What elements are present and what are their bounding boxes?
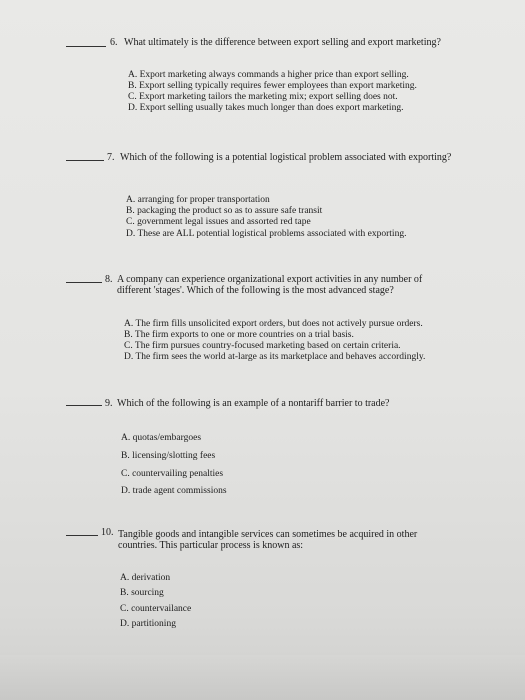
- question-9-number: 9.: [105, 398, 113, 409]
- question-9-option-d[interactable]: D. trade agent commissions: [121, 486, 227, 496]
- question-8-number: 8.: [105, 274, 113, 285]
- question-10-option-d[interactable]: D. partitioning: [120, 619, 176, 629]
- question-8-option-d[interactable]: D. The firm sees the world at-large as its marketplace and behaves accordingly.: [124, 352, 426, 362]
- question-7-option-d[interactable]: D. These are ALL potential logistical problems associated with exporting.: [126, 229, 407, 239]
- answer-blank-8[interactable]: [66, 282, 102, 283]
- page-bottom-edge: [0, 655, 525, 700]
- question-7-number: 7.: [107, 152, 115, 163]
- question-10-number: 10.: [101, 527, 114, 538]
- question-6-option-b[interactable]: B. Export selling typically requires fewer employees than export marketing.: [128, 81, 417, 91]
- question-10-text-line-2: countries. This particular process is known as:: [118, 540, 304, 551]
- question-9-option-a[interactable]: A. quotas/embargoes: [121, 433, 202, 443]
- question-6-option-a[interactable]: A. Export marketing always commands a higher price than export selling.: [128, 70, 409, 80]
- question-9-text: Which of the following is an example of a nontariff barrier to trade?: [117, 398, 390, 409]
- question-8-text-line-1: A company can experience organizational export activities in any number of: [117, 274, 423, 285]
- question-10-option-b[interactable]: B. sourcing: [120, 588, 164, 598]
- question-8-option-c[interactable]: C. The firm pursues country-focused marketing based on certain criteria.: [124, 341, 401, 351]
- question-10-option-a[interactable]: A. derivation: [120, 573, 171, 583]
- question-6-option-d[interactable]: D. Export selling usually takes much longer than does export marketing.: [128, 103, 404, 113]
- question-10-option-c[interactable]: C. countervailance: [120, 604, 192, 614]
- question-6-option-c[interactable]: C. Export marketing tailors the marketing mix; export selling does not.: [128, 92, 398, 102]
- question-7-text: Which of the following is a potential logistical problem associated with exporting?: [120, 152, 452, 163]
- question-7-option-a[interactable]: A. arranging for proper transportation: [126, 195, 270, 205]
- answer-blank-6[interactable]: [66, 46, 106, 47]
- question-7-option-c[interactable]: C. government legal issues and assorted red tape: [126, 217, 311, 227]
- answer-blank-7[interactable]: [66, 160, 104, 161]
- question-9-option-c[interactable]: C. countervailing penalties: [121, 469, 224, 479]
- question-8-option-a[interactable]: A. The firm fills unsolicited export orders, but does not actively pursue orders.: [124, 319, 423, 329]
- question-8-option-b[interactable]: B. The firm exports to one or more countries on a trial basis.: [124, 330, 354, 340]
- question-6-text: What ultimately is the difference between export selling and export marketing?: [124, 37, 441, 48]
- answer-blank-9[interactable]: [66, 405, 102, 406]
- question-9-option-b[interactable]: B. licensing/slotting fees: [121, 451, 216, 461]
- question-10-text-line-1: Tangible goods and intangible services can sometimes be acquired in other: [118, 529, 418, 540]
- question-7-option-b[interactable]: B. packaging the product so as to assure safe transit: [126, 206, 323, 216]
- question-6-number: 6.: [110, 37, 118, 48]
- answer-blank-10[interactable]: [66, 535, 98, 536]
- question-8-text-line-2: different 'stages'. Which of the following is the most advanced stage?: [117, 285, 394, 296]
